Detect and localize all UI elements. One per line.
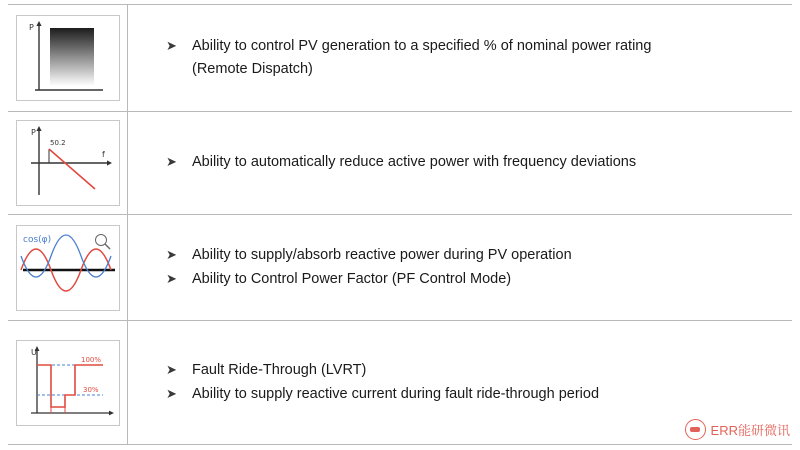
icon-axis-label-y: P bbox=[30, 128, 36, 137]
bullet-marker-icon: ➤ bbox=[166, 154, 177, 170]
icon-axis-label-y: U bbox=[30, 347, 37, 357]
list-item bbox=[166, 152, 772, 173]
icon-low-label: 30% bbox=[82, 385, 99, 394]
pv-power-curtailment-ramp-icon bbox=[16, 15, 120, 101]
bullet-marker-icon: ➤ bbox=[166, 362, 177, 378]
list-item-label: Ability to supply/absorb reactive power during PV operation bbox=[192, 247, 572, 264]
list-item bbox=[166, 245, 772, 266]
capabilities-table bbox=[8, 4, 792, 447]
table-cell-text bbox=[128, 112, 792, 214]
wechat-account-logo-icon bbox=[685, 419, 706, 440]
bullet-marker-icon: ➤ bbox=[166, 270, 177, 286]
table-cell-icon bbox=[8, 112, 128, 214]
bullet-marker-icon: ➤ bbox=[166, 37, 177, 53]
list-item-continuation bbox=[166, 59, 772, 80]
table-cell-icon bbox=[8, 215, 128, 320]
table-row bbox=[8, 5, 792, 112]
icon-axis-label-y: P bbox=[28, 23, 34, 32]
bullet-marker-icon: ➤ bbox=[166, 385, 177, 401]
list-item bbox=[166, 269, 772, 290]
list-item bbox=[166, 36, 772, 57]
table-row bbox=[8, 112, 792, 215]
bullet-marker-icon: ➤ bbox=[166, 247, 177, 263]
list-item-label: Ability to Control Power Factor (PF Control Mode) bbox=[192, 270, 512, 287]
watermark bbox=[685, 419, 790, 440]
table-cell-icon bbox=[8, 5, 128, 111]
lvrt-voltage-profile-icon bbox=[16, 340, 120, 426]
table-row bbox=[8, 215, 792, 321]
table-cell-icon bbox=[8, 321, 128, 444]
table-cell-text bbox=[128, 215, 792, 320]
frequency-droop-curve-icon bbox=[16, 120, 120, 206]
table-row bbox=[8, 321, 792, 445]
icon-high-label: 100% bbox=[80, 355, 101, 364]
list-item-label: (Remote Dispatch) bbox=[192, 61, 313, 77]
list-item-label: Fault Ride-Through (LVRT) bbox=[192, 362, 367, 379]
watermark-label: ERR能研微讯 bbox=[710, 423, 790, 438]
list-item-label: Ability to control PV generation to a specified % of nominal power rating bbox=[192, 37, 652, 54]
list-item bbox=[166, 384, 772, 405]
list-item-label: Ability to automatically reduce active power with frequency deviations bbox=[192, 154, 637, 171]
list-item bbox=[166, 360, 772, 381]
list-item-label: Ability to supply reactive current during fault ride-through period bbox=[192, 385, 600, 402]
table-cell-text bbox=[128, 5, 792, 111]
icon-title-label: cos(φ) bbox=[22, 234, 51, 245]
icon-value-label: 50.2 bbox=[49, 139, 66, 147]
cos-phi-waveform-icon bbox=[16, 225, 120, 311]
icon-axis-label-x: f bbox=[101, 150, 105, 159]
